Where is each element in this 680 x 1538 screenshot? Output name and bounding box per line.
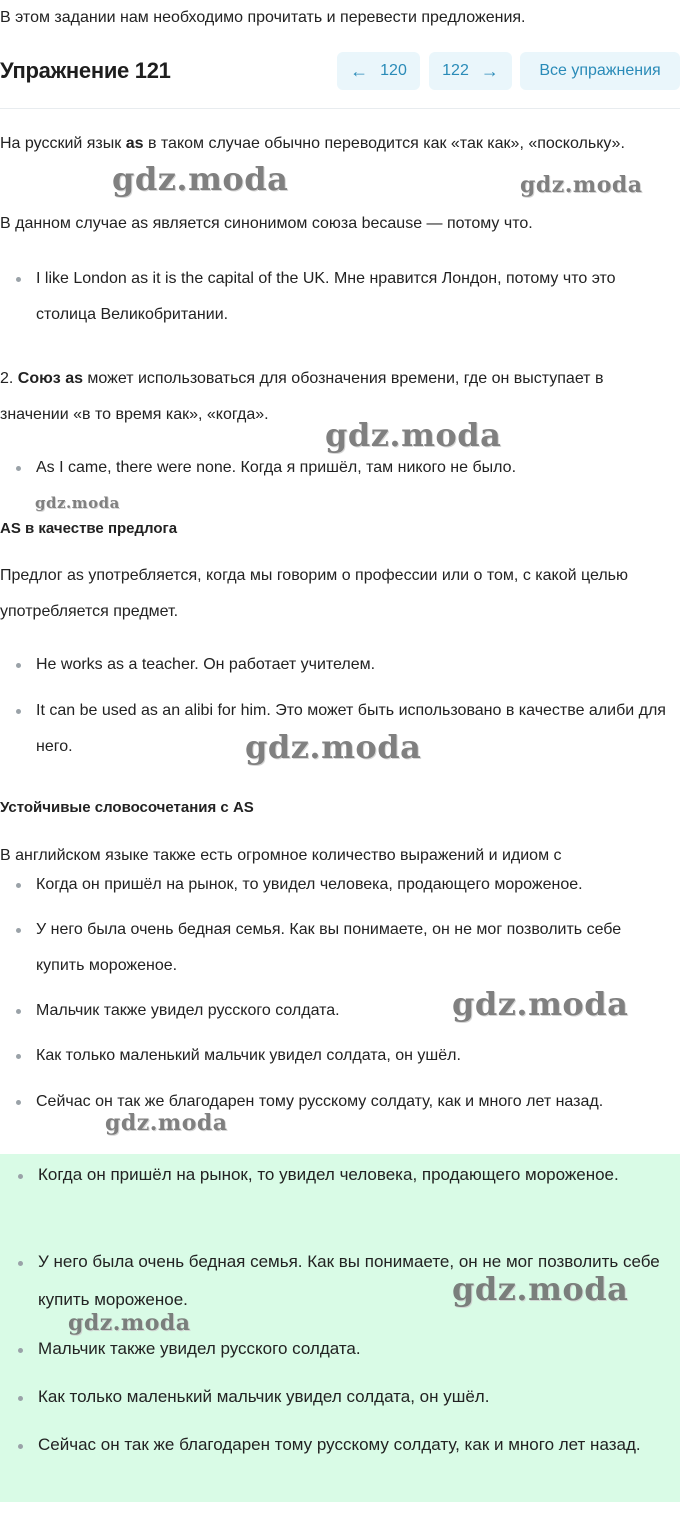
list-item: Как только маленький мальчик увидел солдата, он ушёл. (0, 1038, 674, 1084)
arrow-right-icon: → (480, 61, 499, 81)
watermark-logo: gdz.moda (452, 1270, 629, 1308)
watermark-logo: gdz.moda (35, 494, 120, 512)
watermark-logo: gdz.moda (325, 416, 502, 454)
example-list-1 (0, 261, 674, 333)
paragraph-idioms: В английском языке также есть огромное количество выражений и идиом с (0, 847, 562, 864)
bold-term: Союз as (17, 370, 83, 387)
all-exercises-label: Все упражнения (539, 62, 661, 79)
all-exercises-button[interactable] (520, 52, 680, 90)
watermark-logo: gdz.moda (68, 1310, 191, 1336)
prev-exercise-button[interactable] (337, 52, 420, 90)
paragraph-preposition: Предлог as употребляется, когда мы говорим о профессии или о том, с какой целью употребляется предмет. (0, 567, 628, 620)
paragraph-number: 2. (0, 370, 18, 387)
next-exercise-label: 122 (442, 62, 469, 79)
list-item: У него была очень бедная семья. Как вы понимаете, он не мог позволить себе купить мороженое. (0, 912, 674, 993)
watermark-logo: gdz.moda (452, 985, 629, 1023)
list-item: He works as a teacher. Он работает учителем. (0, 647, 674, 693)
section-heading-phrases: Устойчивые словосочетания с AS (0, 799, 254, 816)
list-item: As I came, there were none. Когда я пришёл, там никого не было. (0, 450, 674, 486)
bold-term: as (125, 135, 144, 152)
watermark-logo: gdz.moda (112, 160, 289, 198)
answer-item: Сейчас он так же благодарен тому русскому солдату, как и много лет назад. (0, 1426, 674, 1464)
list-item: I like London as it is the capital of the UK. Мне нравится Лондон, потому что это столица Великобритании. (0, 261, 674, 333)
watermark-logo: gdz.moda (245, 728, 422, 766)
next-exercise-button[interactable] (429, 52, 512, 90)
arrow-left-icon: ← (350, 61, 369, 81)
intro-text: В этом задании нам необходимо прочитать и перевести предложения. (0, 9, 526, 26)
page-title: Упражнение 121 (0, 58, 171, 83)
paragraph-text: в таком случае обычно переводится как «так как», «поскольку». (143, 135, 625, 152)
answer-item: Когда он пришёл на рынок, то увидел человека, продающего мороженое. (0, 1156, 674, 1243)
example-list-2 (0, 450, 674, 486)
section-heading-preposition: AS в качестве предлога (0, 520, 178, 537)
paragraph-as-translation (0, 126, 674, 162)
watermark-logo: gdz.moda (105, 1110, 228, 1136)
prev-exercise-label: 120 (380, 62, 407, 79)
answer-item: Как только маленький мальчик увидел солдата, он ушёл. (0, 1378, 674, 1426)
paragraph-text: На русский язык (0, 135, 126, 152)
list-item: Мальчик также увидел русского солдата. (0, 993, 674, 1038)
list-item: Сейчас он так же благодарен тому русскому солдату, как и много лет назад. (0, 1084, 674, 1120)
list-item: It can be used as an alibi for him. Это может быть использовано в качестве алиби для него. (0, 693, 674, 765)
watermark-logo: gdz.moda (520, 172, 643, 198)
paragraph-because: В данном случае as является синонимом союза because — потому что. (0, 215, 533, 232)
list-item: Когда он пришёл на рынок, то увидел человека, продающего мороженое. (0, 867, 674, 912)
paragraph-text: может использоваться для обозначения времени, где он выступает в значении «в то время как», «когда». (0, 370, 604, 423)
exercise-header (0, 50, 680, 109)
answer-item: Мальчик также увидел русского солдата. (0, 1330, 674, 1378)
answer-item: У него была очень бедная семья. Как вы понимаете, он не мог позволить себе купить мороженое. (0, 1243, 674, 1330)
